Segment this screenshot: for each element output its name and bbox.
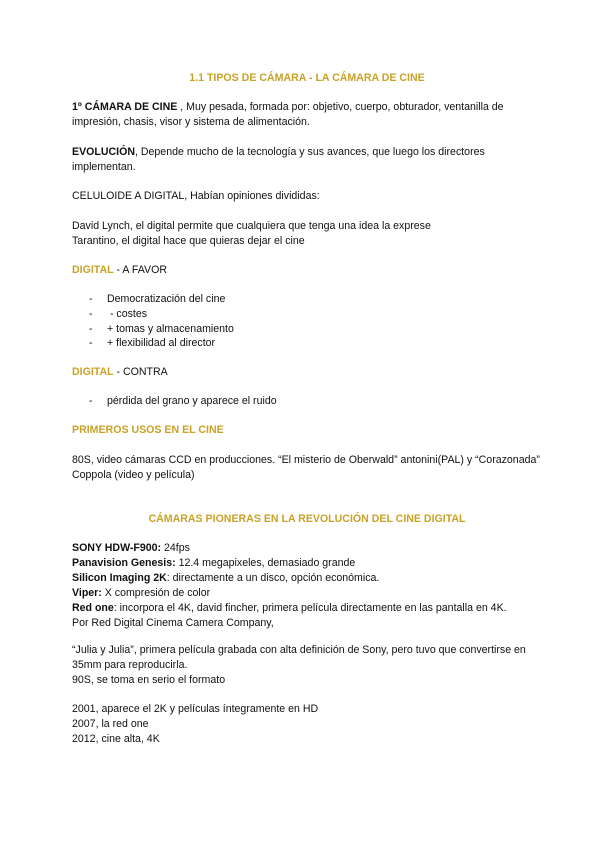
camera-desc: : incorpora el 4K, david fincher, primera película directamente en las pantalla en 4K. [113, 602, 507, 614]
camera-name: SONY HDW-F900: [72, 542, 162, 554]
intro-evolucion-label: EVOLUCIÓN [72, 146, 135, 158]
timeline-item: 2012, cine alta, 4K [72, 733, 160, 745]
timeline-list [72, 702, 542, 747]
camera-name: Panavision Genesis: [72, 557, 176, 569]
primeros-text: 80S, video cámaras CCD en producciones. “El misterio de Oberwald” antonini(PAL) y “Corazonada” Coppola (video y película) [72, 454, 540, 481]
intro-camera-text: , Muy pesada, formada por: objetivo, cuerpo, obturador, ventanilla de impresión, chasis, visor y sistema de alimentación. [72, 101, 504, 128]
julia-text: “Julia y Julia”, primera película grabada con alta definición de Sony, pero tuvo que convertirse en 35mm para reproducirla. [72, 644, 526, 671]
list-item: - pérdida del grano y aparece el ruido [72, 394, 542, 409]
camera-item [72, 586, 542, 601]
celuloide-line: CELULOIDE A DIGITAL, Habían opiniones divididas: [72, 190, 320, 202]
nineties-text: 90S, se toma en serio el formato [72, 674, 226, 686]
intro-evolucion-paragraph [72, 145, 542, 175]
quote-tarantino: Tarantino, el digital hace que quieras dejar el cine [72, 235, 305, 247]
contra-list [72, 394, 542, 409]
list-item: - + flexibilidad al director [72, 336, 542, 351]
red-company-line: Por Red Digital Cinema Camera Company, [72, 617, 274, 629]
contra-heading [72, 365, 542, 380]
contra-label: DIGITAL [72, 366, 114, 378]
list-item: - + tomas y almacenamiento [72, 322, 542, 337]
intro-camera-paragraph [72, 100, 542, 130]
primeros-heading: PRIMEROS USOS EN EL CINE [72, 424, 224, 436]
timeline-item: 2007, la red one [72, 718, 149, 730]
favor-label: DIGITAL [72, 264, 114, 276]
camera-desc: X compresión de color [101, 587, 211, 599]
camera-item [72, 541, 542, 556]
camera-name: Viper: [72, 587, 102, 599]
quote-lynch: David Lynch, el digital permite que cualquiera que tenga una idea la exprese [72, 220, 431, 232]
intro-evolucion-text: , Depende mucho de la tecnología y sus avances, que luego los directores implementan. [72, 146, 485, 173]
camera-desc: 24fps [161, 542, 190, 554]
camera-name: Silicon Imaging 2K [72, 572, 167, 584]
pioneras-heading: CÁMARAS PIONERAS EN LA REVOLUCIÓN DEL CINE DIGITAL [148, 513, 466, 525]
favor-list [72, 292, 542, 351]
camera-item [72, 571, 542, 586]
camera-item [72, 556, 542, 571]
contra-suffix: - CONTRA [113, 366, 168, 378]
favor-suffix: - A FAVOR [113, 264, 167, 276]
intro-camera-label: 1º CÁMARA DE CINE [72, 101, 178, 113]
camera-desc: : directamente a un disco, opción económica. [166, 572, 380, 584]
camera-desc: 12.4 megapixeles, demasiado grande [175, 557, 356, 569]
list-item: - Democratización del cine [72, 292, 542, 307]
camera-name: Red one [72, 602, 114, 614]
list-item: - - costes [72, 307, 542, 322]
page-title: 1.1 TIPOS DE CÁMARA - LA CÁMARA DE CINE [189, 72, 425, 84]
camera-list [72, 541, 542, 631]
favor-heading [72, 263, 542, 278]
timeline-item: 2001, aparece el 2K y películas íntegramente en HD [72, 703, 319, 715]
camera-item [72, 601, 542, 616]
